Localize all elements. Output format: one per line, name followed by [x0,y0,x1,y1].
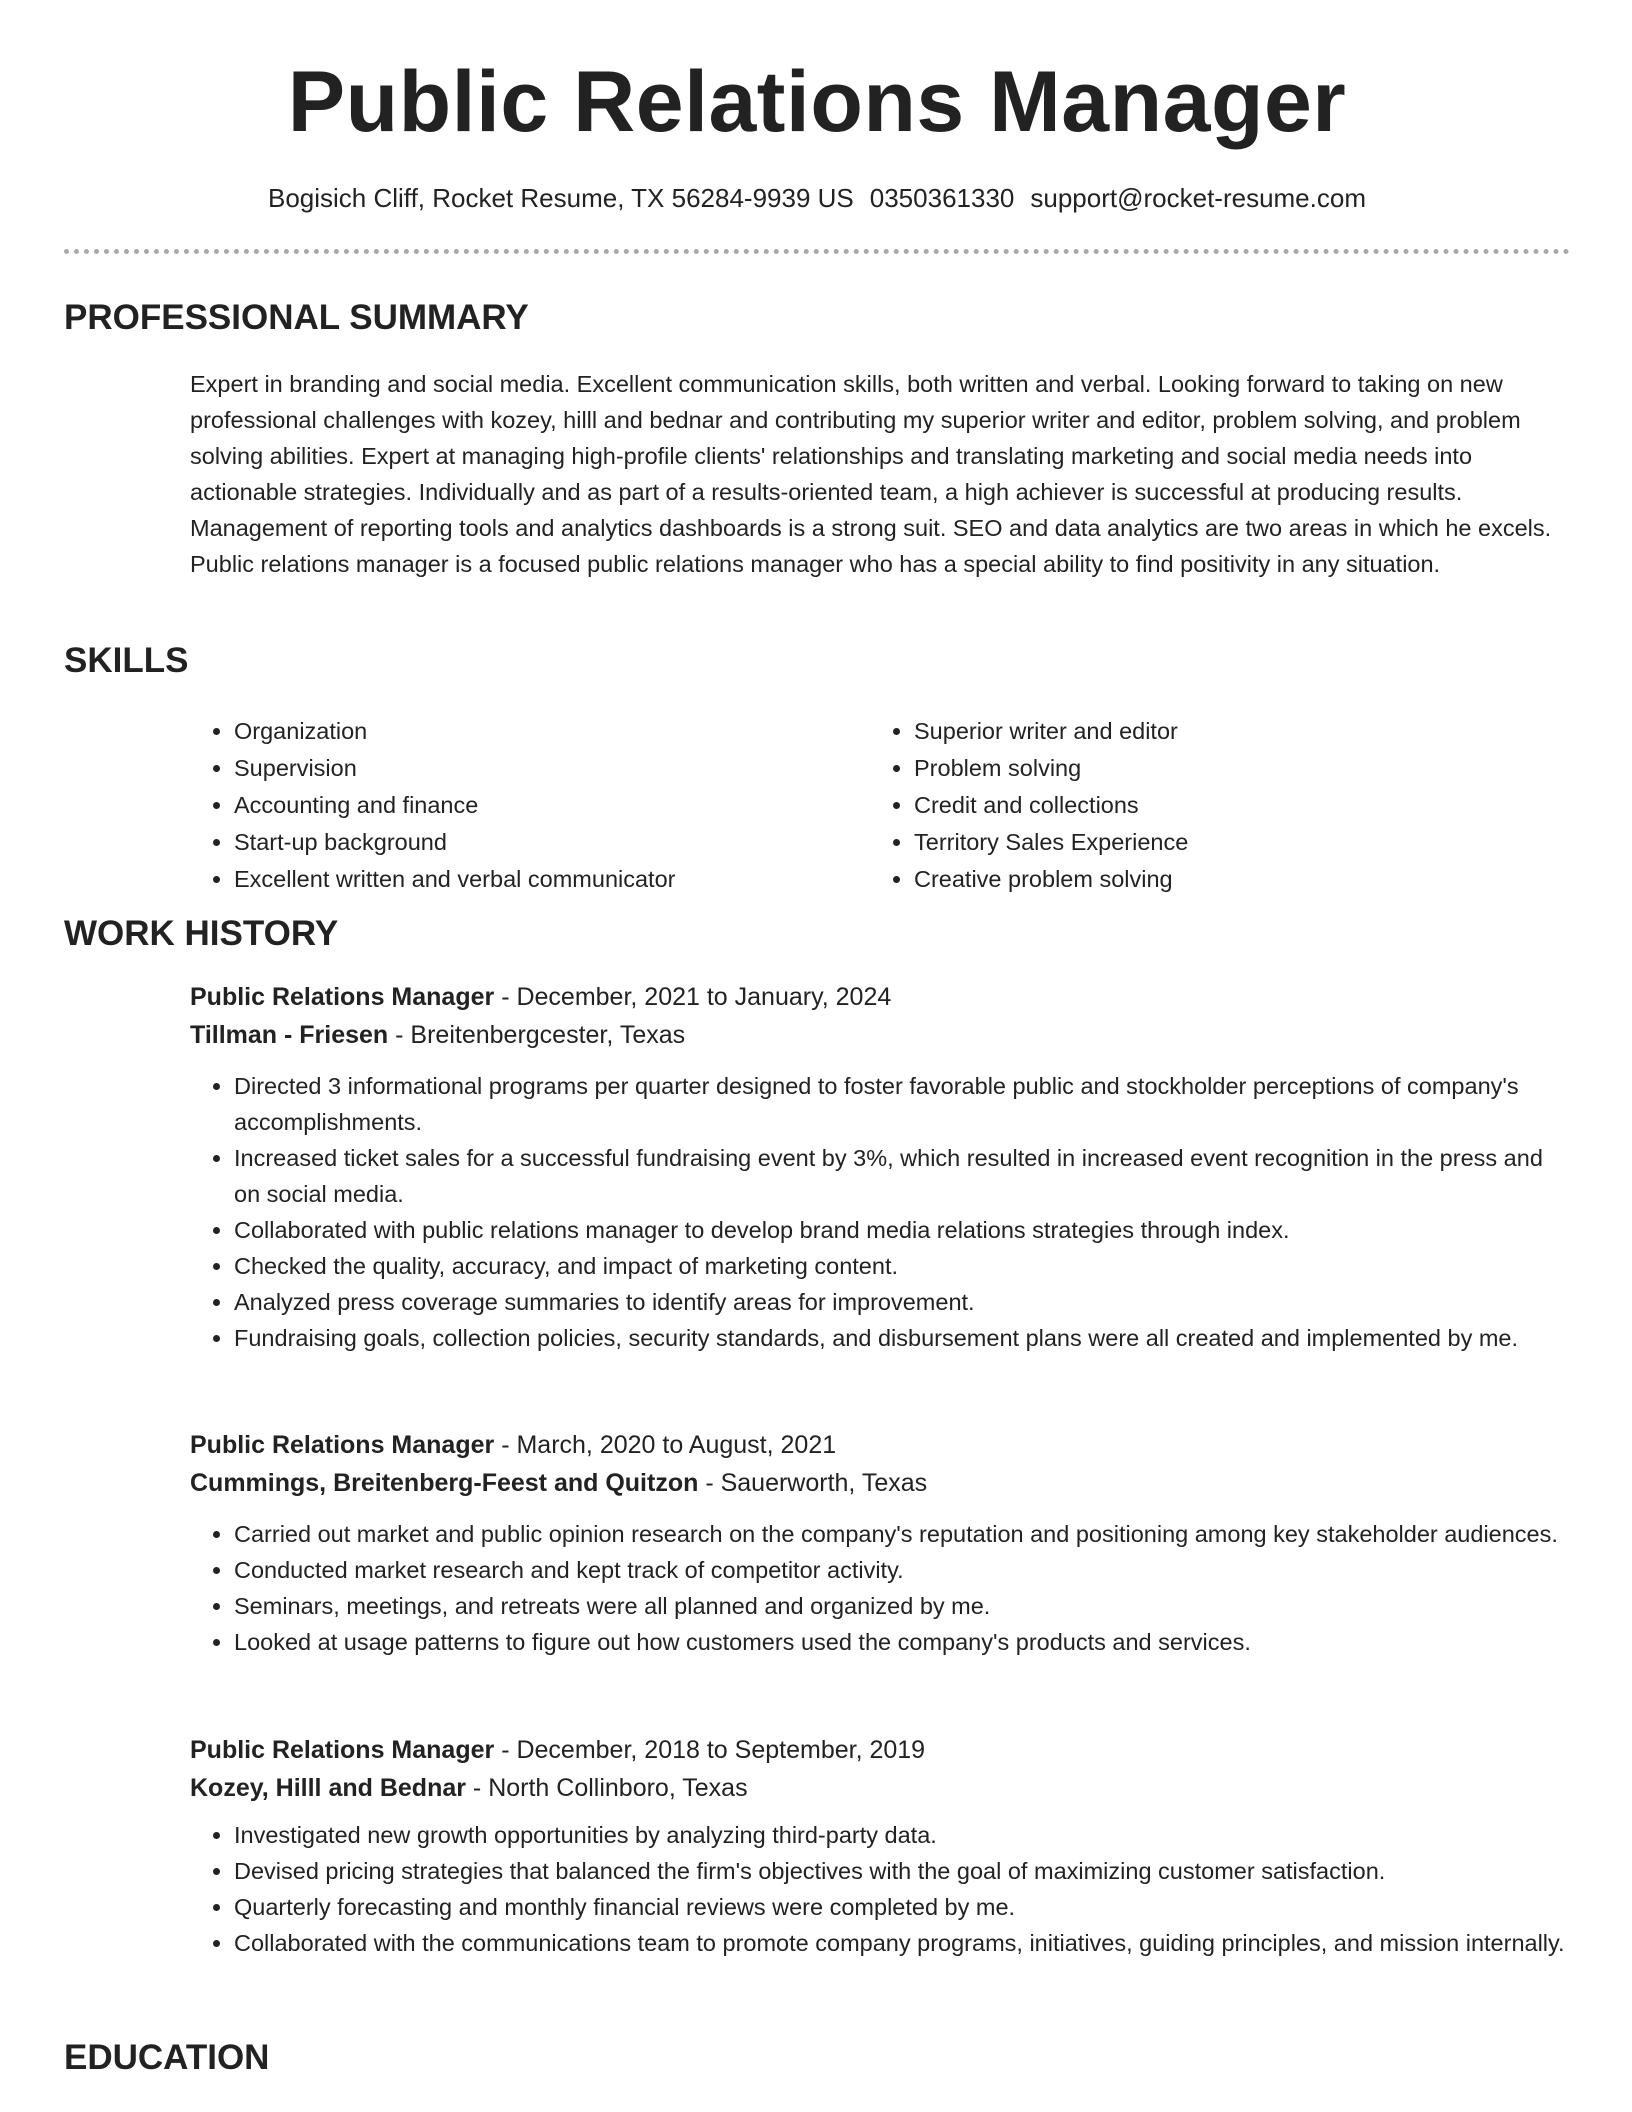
job-location: - North Collinboro, Texas [465,1774,748,1802]
contact-phone: 0350361330 [869,183,1015,213]
job-company: Kozey, Hilll and Bednar [190,1774,466,1802]
job-dates: - March, 2020 to August, 2021 [494,1431,837,1459]
skills-column-right [870,713,1550,898]
job-bullet: • Conducted market research and kept track of competitor activity. [234,1552,1570,1588]
skill-item: • Organization [234,713,870,750]
contact-line [64,180,1570,216]
job-bullets [190,1516,1570,1660]
skill-item: • Credit and collections [914,787,1550,824]
skills-column-left [190,713,870,898]
job-location: - Breitenbergcester, Texas [388,1021,686,1049]
job-bullet: • Looked at usage patterns to figure out how customers used the company's products and services. [234,1624,1570,1660]
section-title-education: EDUCATION [64,2038,270,2077]
skill-item: • Accounting and finance [234,787,870,824]
job-bullet: • Seminars, meetings, and retreats were all planned and organized by me. [234,1588,1570,1624]
job-bullet: • Quarterly forecasting and monthly financial reviews were completed by me. [234,1889,1570,1925]
job-bullet: • Checked the quality, accuracy, and impact of marketing content. [234,1248,1570,1284]
section-title-skills: SKILLS [64,641,189,680]
job-bullet: • Fundraising goals, collection policies, security standards, and disbursement plans were all created and implemented by me. [234,1320,1570,1356]
job-bullets [190,1068,1570,1356]
skill-item: • Creative problem solving [914,861,1550,898]
candidate-name: Public Relations Manager [287,54,1347,150]
job-bullet: • Devised pricing strategies that balanced the firm's objectives with the goal of maximizing customer satisfaction. [234,1853,1570,1889]
job-role: Public Relations Manager [190,983,495,1011]
header-divider [64,249,1570,254]
job-company-line [190,1769,1570,1807]
job-title-line [190,978,1570,1016]
job-title-line [190,1426,1570,1464]
job-dates: - December, 2021 to January, 2024 [494,983,892,1011]
job-entry [190,1426,1570,1660]
job-role: Public Relations Manager [190,1736,495,1764]
job-bullet: • Analyzed press coverage summaries to identify areas for improvement. [234,1284,1570,1320]
job-bullet: • Carried out market and public opinion research on the company's reputation and positioning among key stakeholder audiences. [234,1516,1570,1552]
job-title-line [190,1731,1570,1769]
job-bullet: • Investigated new growth opportunities by analyzing third-party data. [234,1817,1570,1853]
job-dates: - December, 2018 to September, 2019 [494,1736,926,1764]
job-company-line [190,1016,1570,1054]
summary-text: Expert in branding and social media. Excellent communication skills, both written and verbal. Looking forward to taking on new professional challenges with kozey, hilll and bednar and contributing my superior writer and editor, problem solving, and problem solving abilities. Expert at managing high-profile clients' relationships and translating marketing and social media needs into actionable strategies. Individually and as part of a results-oriented team, a high achiever is successful at producing results. Management of reporting tools and analytics dashboards is a strong suit. SEO and data analytics are two areas in which he excels. Public relations manager is a focused public relations manager who has a special ability to find positivity in any situation. [190,371,1552,577]
job-bullet: • Increased ticket sales for a successful fundraising event by 3%, which resulted in increased event recognition in the press and on social media. [234,1140,1570,1212]
job-bullet: • Collaborated with the communications team to promote company programs, initiatives, guiding principles, and mission internally. [234,1925,1570,1961]
skill-item: • Territory Sales Experience [914,824,1550,861]
job-company-line [190,1464,1570,1502]
contact-email[interactable]: support@rocket-resume.com [1030,183,1366,213]
skill-item: • Excellent written and verbal communicator [234,861,870,898]
skill-item: • Start-up background [234,824,870,861]
job-role: Public Relations Manager [190,1431,495,1459]
skills-list [190,713,1570,898]
skill-item: • Supervision [234,750,870,787]
job-entry [190,1731,1570,1961]
job-bullets [190,1817,1570,1961]
job-company: Tillman - Friesen [190,1021,389,1049]
skill-item: • Superior writer and editor [914,713,1550,750]
job-location: - Sauerworth, Texas [698,1469,928,1497]
contact-address: Bogisich Cliff, Rocket Resume, TX 56284-9939 US [267,183,854,213]
skill-item: • Problem solving [914,750,1550,787]
job-bullet: • Collaborated with public relations manager to develop brand media relations strategies through index. [234,1212,1570,1248]
section-title-work-history: WORK HISTORY [64,914,339,953]
section-title-summary: PROFESSIONAL SUMMARY [64,298,529,337]
job-company: Cummings, Breitenberg-Feest and Quitzon [190,1469,699,1497]
job-entry [190,978,1570,1356]
job-bullet: • Directed 3 informational programs per quarter designed to foster favorable public and stockholder perceptions of company's accomplishments. [234,1068,1570,1140]
